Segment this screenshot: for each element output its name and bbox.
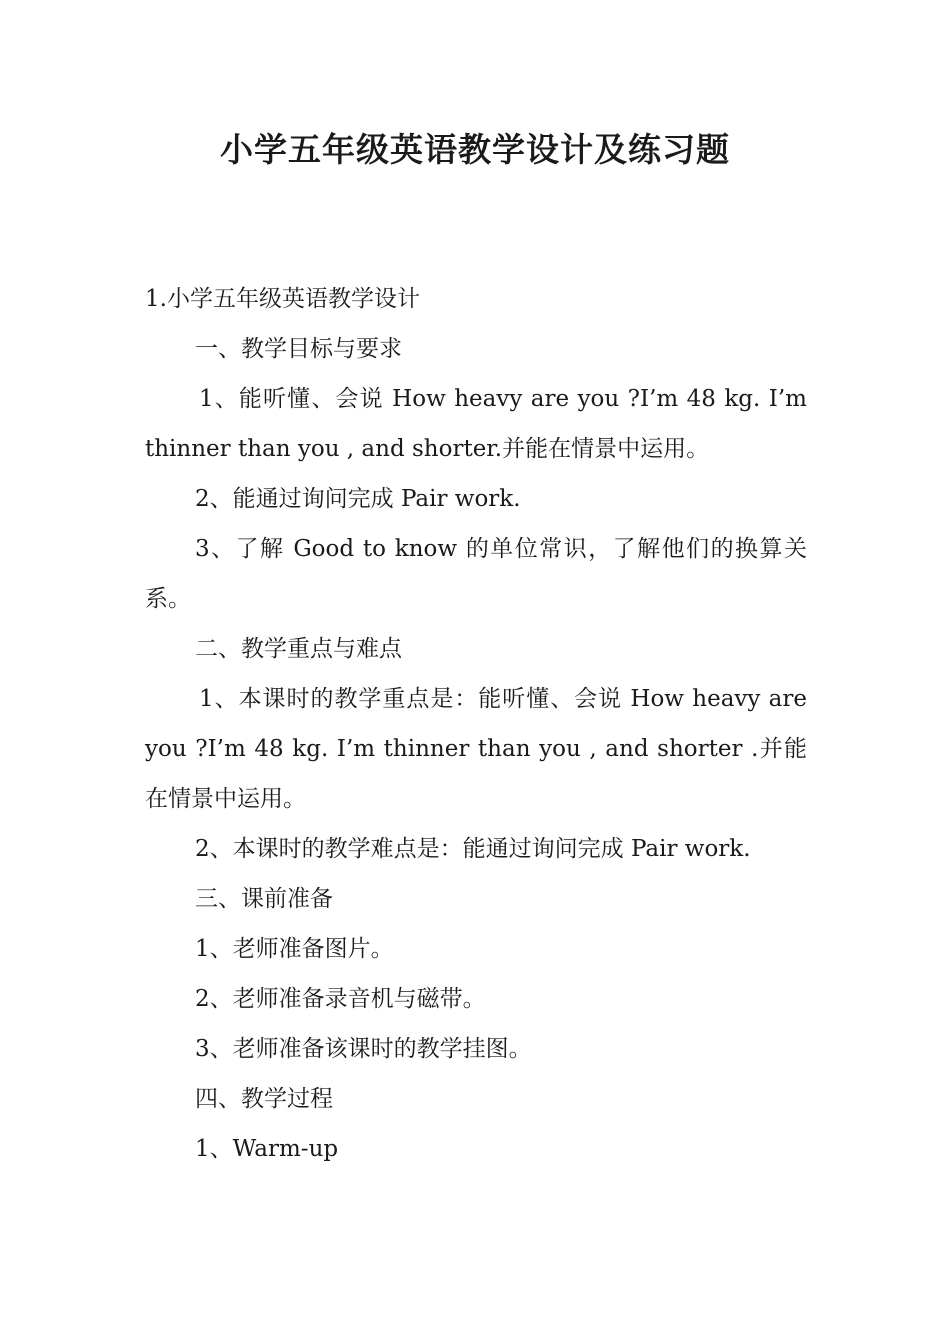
- paragraph: 3、了解 Good to know 的单位常识，了解他们的换算关系。: [145, 536, 807, 612]
- subsection-heading: 三、课前准备: [195, 886, 333, 912]
- paragraph: 3、老师准备该课时的教学挂图。: [195, 1036, 532, 1062]
- subsection-heading: 四、教学过程: [195, 1086, 333, 1112]
- paragraph: 1、本课时的教学重点是：能听懂、会说 How heavy are you ?I’m 48 kg. I’m thinner than you , and shorter .并能在情景中运用。: [145, 686, 807, 812]
- paragraph: 2、能通过询问完成 Pair work.: [195, 486, 521, 512]
- subsection-heading: 二、教学重点与难点: [195, 636, 402, 662]
- paragraph: 1、能听懂、会说 How heavy are you ?I’m 48 kg. I’m thinner than you , and shorter.并能在情景中运用。: [145, 386, 807, 462]
- paragraph: 2、本课时的教学难点是：能通过询问完成 Pair work.: [195, 836, 751, 862]
- section-heading: 1.小学五年级英语教学设计: [145, 286, 420, 312]
- document-body: [145, 274, 807, 1174]
- paragraph: 2、老师准备录音机与磁带。: [195, 986, 486, 1012]
- paragraph: 1、老师准备图片。: [195, 936, 394, 962]
- paragraph: 1、Warm-up: [195, 1136, 339, 1162]
- subsection-heading: 一、教学目标与要求: [195, 336, 402, 362]
- document-title: 小学五年级英语教学设计及练习题: [220, 130, 730, 169]
